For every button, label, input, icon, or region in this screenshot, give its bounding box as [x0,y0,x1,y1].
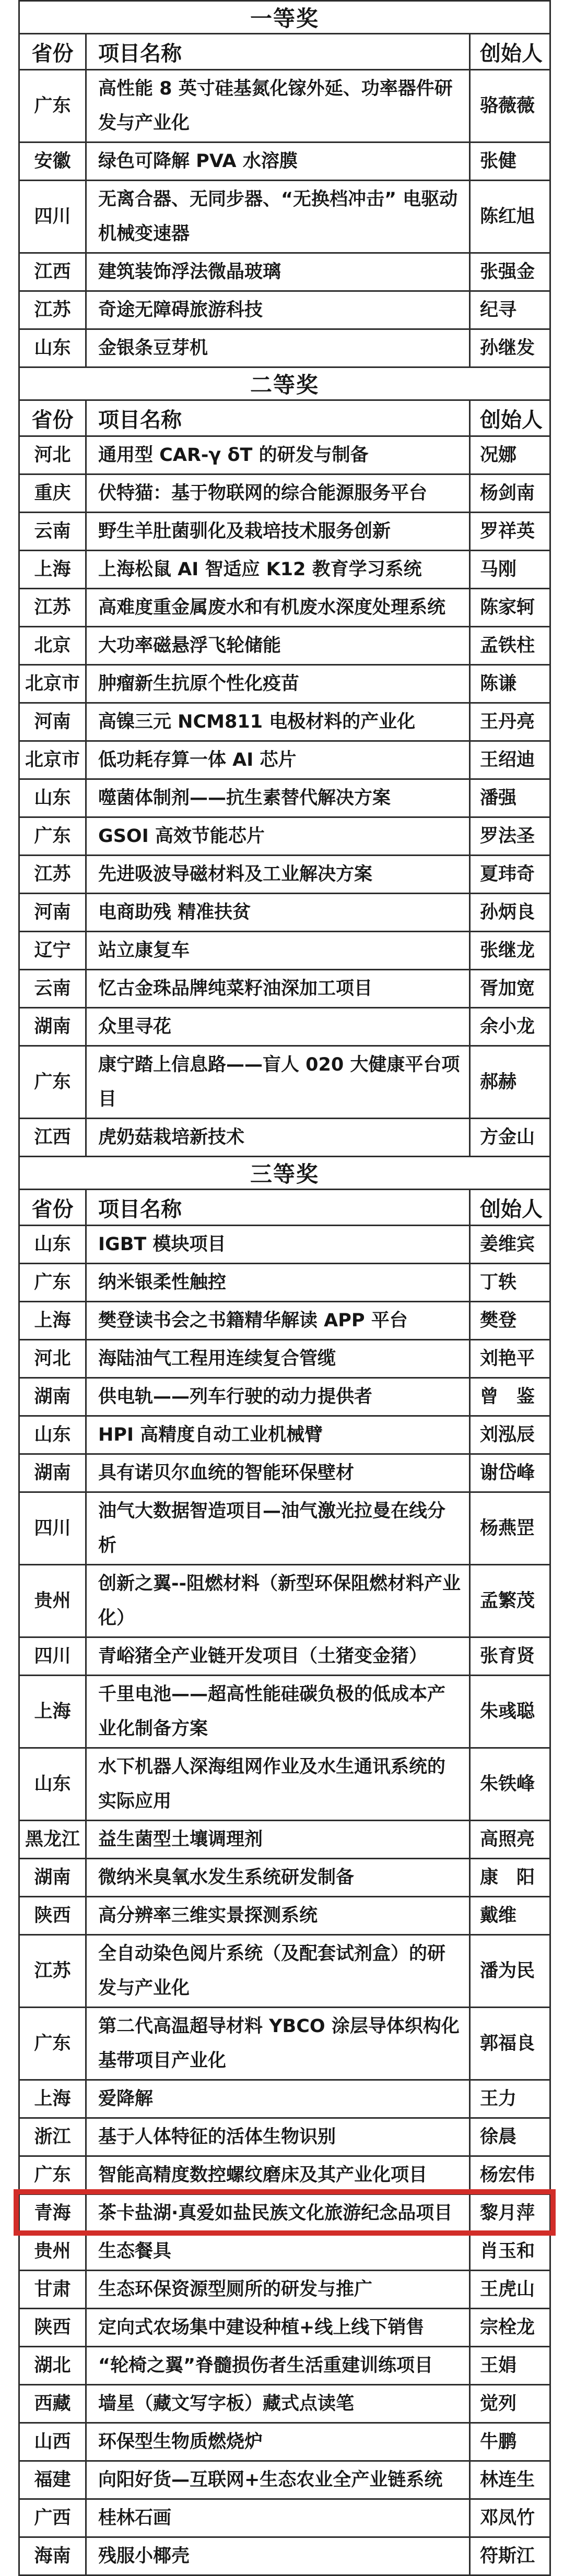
province-cell: 江西 [19,253,86,291]
table-row [19,1748,550,1821]
founder-cell: 张健 [470,143,550,181]
project-cell: 残服小椰壳 [86,2537,470,2575]
table-row [19,817,550,856]
founder-cell: 姜维宾 [470,1226,550,1264]
project-cell: 生态餐具 [86,2233,470,2271]
province-cell: 山东 [19,1416,86,1454]
founder-cell: 王丹亮 [470,703,550,741]
project-cell: 纳米银柔性触控 [86,1264,470,1302]
column-header: 省份 [19,1190,86,1226]
table-row [19,2233,550,2271]
province-cell: 上海 [19,1676,86,1748]
column-header: 省份 [19,34,86,70]
table-row [19,2118,550,2156]
province-cell: 广西 [19,2499,86,2537]
founder-cell: 马刚 [470,551,550,589]
project-cell: 上海松鼠 AI 智适应 K12 教育学习系统 [86,551,470,589]
province-cell: 贵州 [19,1565,86,1637]
project-cell: 忆古金珠品牌纯菜籽油深加工项目 [86,970,470,1008]
founder-cell: 杨剑南 [470,474,550,513]
founder-cell: 余小龙 [470,1008,550,1046]
table-row [19,894,550,932]
column-header-row [19,1190,550,1226]
table-row [19,513,550,551]
table-row [19,741,550,779]
table-row [19,1935,550,2008]
founder-cell: 陈谦 [470,665,550,703]
table-row [19,1492,550,1565]
province-cell: 陕西 [19,2309,86,2347]
project-cell: 创新之翼--阻燃材料（新型环保阻燃材料产业化） [86,1565,470,1637]
province-cell: 甘肃 [19,2271,86,2309]
province-cell: 四川 [19,1637,86,1676]
founder-cell: 罗祥英 [470,513,550,551]
table-row [19,2347,550,2385]
project-cell: 定向式农场集中建设种植+线上线下销售 [86,2309,470,2347]
founder-cell: 王虎山 [470,2271,550,2309]
table-row [19,2423,550,2461]
founder-cell: 朱彧聪 [470,1676,550,1748]
founder-cell: 王娟 [470,2347,550,2385]
founder-cell: 徐晨 [470,2118,550,2156]
project-cell: 电商助残 精准扶贫 [86,894,470,932]
province-cell: 上海 [19,1302,86,1340]
table-row [19,1378,550,1416]
project-cell: 基于人体特征的活体生物识别 [86,2118,470,2156]
column-header: 创始人 [470,34,550,70]
province-cell: 陕西 [19,1897,86,1935]
founder-cell: 黎月萍 [470,2194,550,2233]
province-cell: 福建 [19,2461,86,2499]
project-cell: 油气大数据智造项目—油气激光拉曼在线分析 [86,1492,470,1565]
province-cell: 河北 [19,1340,86,1378]
awards-table [18,0,551,2576]
table-row [19,1637,550,1676]
founder-cell: 朱铁峰 [470,1748,550,1821]
table-row [19,1565,550,1637]
province-cell: 广东 [19,2156,86,2194]
project-cell: 野生羊肚菌驯化及栽培技术服务创新 [86,513,470,551]
table-row [19,703,550,741]
founder-cell: 方金山 [470,1119,550,1157]
province-cell: 安徽 [19,143,86,181]
project-cell: 青峪猪全产业链开发项目（土猪变金猪） [86,1637,470,1676]
table-row [19,2309,550,2347]
province-cell: 湖北 [19,2347,86,2385]
founder-cell: 杨宏伟 [470,2156,550,2194]
project-cell: 第二代高温超导材料 YBCO 涂层导体织构化基带项目产业化 [86,2008,470,2080]
founder-cell: 王力 [470,2080,550,2118]
project-cell: 站立康复车 [86,932,470,970]
project-cell: 向阳好货—互联网+生态农业全产业链系统 [86,2461,470,2499]
project-cell: 高分辨率三维实景探测系统 [86,1897,470,1935]
project-cell: 墙星（藏文写字板）藏式点读笔 [86,2385,470,2423]
founder-cell: 谢岱峰 [470,1454,550,1492]
province-cell: 北京市 [19,741,86,779]
project-cell: 肿瘤新生抗原个性化疫苗 [86,665,470,703]
table-row [19,474,550,513]
project-cell: 低功耗存算一体 AI 芯片 [86,741,470,779]
project-cell: HPI 高精度自动工业机械臂 [86,1416,470,1454]
project-cell: 绿色可降解 PVA 水溶膜 [86,143,470,181]
project-cell: 噬菌体制剂——抗生素替代解决方案 [86,779,470,817]
table-row [19,856,550,894]
project-cell: 供电轨——列车行驶的动力提供者 [86,1378,470,1416]
table-row [19,1340,550,1378]
table-row [19,932,550,970]
founder-cell: 况娜 [470,436,550,474]
table-row [19,779,550,817]
table-row [19,970,550,1008]
founder-cell: 张强金 [470,253,550,291]
project-cell: 高难度重金属废水和有机废水深度处理系统 [86,589,470,627]
table-row [19,2008,550,2080]
founder-cell: 孙炳良 [470,894,550,932]
founder-cell: 丁轶 [470,1264,550,1302]
province-cell: 江苏 [19,589,86,627]
province-cell: 山东 [19,1226,86,1264]
province-cell: 海南 [19,2537,86,2575]
project-cell: 具有诺贝尔血统的智能环保壁材 [86,1454,470,1492]
table-row [19,627,550,665]
project-cell: 康宁踏上信息路——盲人 020 大健康平台项目 [86,1046,470,1119]
project-cell: 全自动染色阅片系统（及配套试剂盒）的研发与产业化 [86,1935,470,2008]
project-cell: 先进吸波导磁材料及工业解决方案 [86,856,470,894]
founder-cell: 戴维 [470,1897,550,1935]
founder-cell: 林连生 [470,2461,550,2499]
project-cell: 樊登读书会之书籍精华解读 APP 平台 [86,1302,470,1340]
founder-cell: 纪寻 [470,291,550,329]
project-cell: 高镍三元 NCM811 电极材料的产业化 [86,703,470,741]
founder-cell: 觉列 [470,2385,550,2423]
province-cell: 山东 [19,779,86,817]
table-row [19,1119,550,1157]
table-row [19,291,550,329]
province-cell: 河北 [19,436,86,474]
founder-cell: 骆薇薇 [470,70,550,143]
table-row [19,1264,550,1302]
table-row [19,436,550,474]
province-cell: 四川 [19,1492,86,1565]
founder-cell: 曾 鉴 [470,1378,550,1416]
table-row [19,2499,550,2537]
founder-cell: 牛鹏 [470,2423,550,2461]
table-row [19,1008,550,1046]
table-row [19,329,550,367]
section-title-row [19,1,550,34]
table-row [19,1046,550,1119]
founder-cell: 符斯江 [470,2537,550,2575]
table-row [19,2271,550,2309]
project-cell: 爱降解 [86,2080,470,2118]
project-cell: 众里寻花 [86,1008,470,1046]
project-cell: 大功率磁悬浮飞轮储能 [86,627,470,665]
founder-cell: 夏玮奇 [470,856,550,894]
founder-cell: 樊登 [470,1302,550,1340]
column-header: 项目名称 [86,34,470,70]
founder-cell: 刘艳平 [470,1340,550,1378]
project-cell: 茶卡盐湖·真爱如盐民族文化旅游纪念品项目 [86,2194,470,2233]
column-header-row [19,400,550,436]
founder-cell: 张育贤 [470,1637,550,1676]
province-cell: 黑龙江 [19,1821,86,1859]
province-cell: 上海 [19,551,86,589]
project-cell: 高性能 8 英寸硅基氮化镓外延、功率器件研发与产业化 [86,70,470,143]
province-cell: 河南 [19,703,86,741]
table-row [19,589,550,627]
province-cell: 山东 [19,329,86,367]
table-row [19,2080,550,2118]
founder-cell: 康 阳 [470,1859,550,1897]
table-row [19,2194,550,2233]
province-cell: 浙江 [19,2118,86,2156]
table-row [19,143,550,181]
project-cell: 桂林石画 [86,2499,470,2537]
project-cell: 微纳米臭氧水发生系统研发制备 [86,1859,470,1897]
table-row [19,253,550,291]
province-cell: 四川 [19,181,86,253]
founder-cell: 孙继发 [470,329,550,367]
province-cell: 湖南 [19,1378,86,1416]
province-cell: 云南 [19,970,86,1008]
province-cell: 北京 [19,627,86,665]
province-cell: 广东 [19,2008,86,2080]
column-header: 项目名称 [86,1190,470,1226]
province-cell: 江苏 [19,291,86,329]
province-cell: 江苏 [19,1935,86,2008]
province-cell: 江苏 [19,856,86,894]
project-cell: 益生菌型土壤调理剂 [86,1821,470,1859]
table-row [19,2385,550,2423]
section-title: 三等奖 [19,1157,550,1190]
table-row [19,2537,550,2575]
table-row [19,1821,550,1859]
project-cell: 千里电池——超高性能硅碳负极的低成本产业化制备方案 [86,1676,470,1748]
project-cell: 海陆油气工程用连续复合管缆 [86,1340,470,1378]
table-row [19,1302,550,1340]
table-row [19,181,550,253]
founder-cell: 高照亮 [470,1821,550,1859]
column-header: 项目名称 [86,400,470,436]
column-header: 省份 [19,400,86,436]
project-cell: IGBT 模块项目 [86,1226,470,1264]
project-cell: 智能高精度数控螺纹磨床及其产业化项目 [86,2156,470,2194]
province-cell: 北京市 [19,665,86,703]
table-row [19,1226,550,1264]
project-cell: 生态环保资源型厕所的研发与推广 [86,2271,470,2309]
province-cell: 广东 [19,817,86,856]
province-cell: 山东 [19,1748,86,1821]
province-cell: 江西 [19,1119,86,1157]
founder-cell: 宗栓龙 [470,2309,550,2347]
section-title-row [19,1157,550,1190]
province-cell: 广东 [19,70,86,143]
table-row [19,1897,550,1935]
founder-cell: 胥加宽 [470,970,550,1008]
awards-document [18,0,549,2576]
province-cell: 辽宁 [19,932,86,970]
project-cell: GSOI 高效节能芯片 [86,817,470,856]
founder-cell: 肖玉和 [470,2233,550,2271]
column-header: 创始人 [470,400,550,436]
founder-cell: 王绍迪 [470,741,550,779]
province-cell: 湖南 [19,1008,86,1046]
table-row [19,551,550,589]
province-cell: 湖南 [19,1454,86,1492]
section-title: 二等奖 [19,367,550,400]
table-row [19,70,550,143]
founder-cell: 陈家轲 [470,589,550,627]
province-cell: 西藏 [19,2385,86,2423]
province-cell: 上海 [19,2080,86,2118]
province-cell: 广东 [19,1264,86,1302]
table-row [19,1859,550,1897]
project-cell: 通用型 CAR-γ δT 的研发与制备 [86,436,470,474]
founder-cell: 刘泓辰 [470,1416,550,1454]
table-row [19,2461,550,2499]
project-cell: 虎奶菇栽培新技术 [86,1119,470,1157]
project-cell: 水下机器人深海组网作业及水生通讯系统的实际应用 [86,1748,470,1821]
table-row [19,2156,550,2194]
table-row [19,665,550,703]
founder-cell: 郭福良 [470,2008,550,2080]
section-title: 一等奖 [19,1,550,34]
province-cell: 湖南 [19,1859,86,1897]
project-cell: 金银条豆芽机 [86,329,470,367]
project-cell: “轮椅之翼”脊髓损伤者生活重建训练项目 [86,2347,470,2385]
column-header-row [19,34,550,70]
province-cell: 河南 [19,894,86,932]
table-row [19,1676,550,1748]
province-cell: 贵州 [19,2233,86,2271]
table-row [19,1454,550,1492]
founder-cell: 孟铁柱 [470,627,550,665]
table-row [19,1416,550,1454]
founder-cell: 张继龙 [470,932,550,970]
project-cell: 奇途无障碍旅游科技 [86,291,470,329]
province-cell: 云南 [19,513,86,551]
province-cell: 重庆 [19,474,86,513]
project-cell: 环保型生物质燃烧炉 [86,2423,470,2461]
province-cell: 广东 [19,1046,86,1119]
project-cell: 建筑装饰浮法微晶玻璃 [86,253,470,291]
project-cell: 无离合器、无同步器、“无换档冲击” 电驱动机械变速器 [86,181,470,253]
section-title-row [19,367,550,400]
founder-cell: 邓凤竹 [470,2499,550,2537]
founder-cell: 杨燕罡 [470,1492,550,1565]
project-cell: 伏特猫：基于物联网的综合能源服务平台 [86,474,470,513]
column-header: 创始人 [470,1190,550,1226]
founder-cell: 郝赫 [470,1046,550,1119]
founder-cell: 潘为民 [470,1935,550,2008]
founder-cell: 潘强 [470,779,550,817]
province-cell: 山西 [19,2423,86,2461]
province-cell: 青海 [19,2194,86,2233]
founder-cell: 孟繁茂 [470,1565,550,1637]
founder-cell: 陈红旭 [470,181,550,253]
founder-cell: 罗法圣 [470,817,550,856]
